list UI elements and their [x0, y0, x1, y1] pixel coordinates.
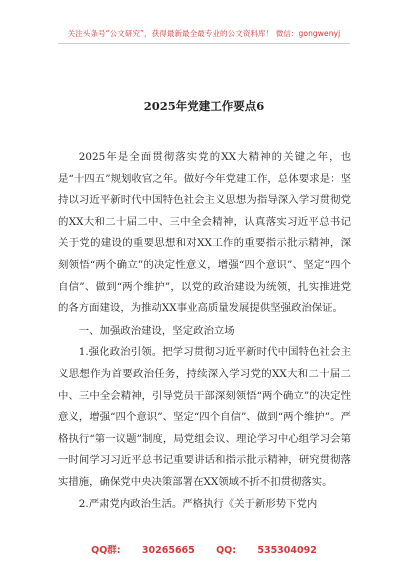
document-body: [58, 147, 351, 515]
document-title: 2025年党建工作要点6: [143, 99, 265, 113]
intro-paragraph: 2025年是全面贯彻落实党的XX大精神的关键之年，也是“十四五”规划收官之年。做好今年党建工作，总体要求是：坚持以习近平新时代中国特色社会主义思想为指导深入学习贯彻党的XX大和二十届二中、三中全会精神，认真落实习近平总书记关于党的建设的重要思想和对XX工作的重要指示批示精神，深刻领悟“两个确立”的决定性意义，增强“四个意识”、坚定“四个自信”、做到“两个维护”，以党的政治建设为统领，扎实推进党的各方面建设，为推动XX事业高质量发展提供坚强政治保证。: [58, 151, 351, 315]
header-divider: [58, 43, 350, 44]
section-heading-1: 一、加强政治建设，坚定政治立场: [78, 324, 235, 337]
header-promo-note: 关注头条号“公文研究”，获得最新最全最专业的公文资料库！ 微信：gongwenyj: [67, 29, 341, 38]
item-paragraph-1: 1.强化政治引领。把学习贯彻习近平新时代中国特色社会主义思想作为首要政治任务，持续深入学习党的XX大和二十届二中、三中全会精神，引导党员干部深刻领悟“两个确立”的决定性意义，增强“四个意识”、坚定“四个自信”、做到“两个维护”。严格执行“第一议题”制度，局党组会议、理论学习中心组学习会第一时间学习习近平总书记重要讲话和指示批示精神，研究贯彻落实措施，确保党中央决策部署在XX领域不折不扣贯彻落实。: [58, 346, 351, 488]
item-paragraph-2: 2.严肃党内政治生活。严格执行《关于新形势下党内: [78, 497, 318, 510]
footer-contact: QQ群: 30265665 QQ: 535304092: [91, 545, 317, 556]
